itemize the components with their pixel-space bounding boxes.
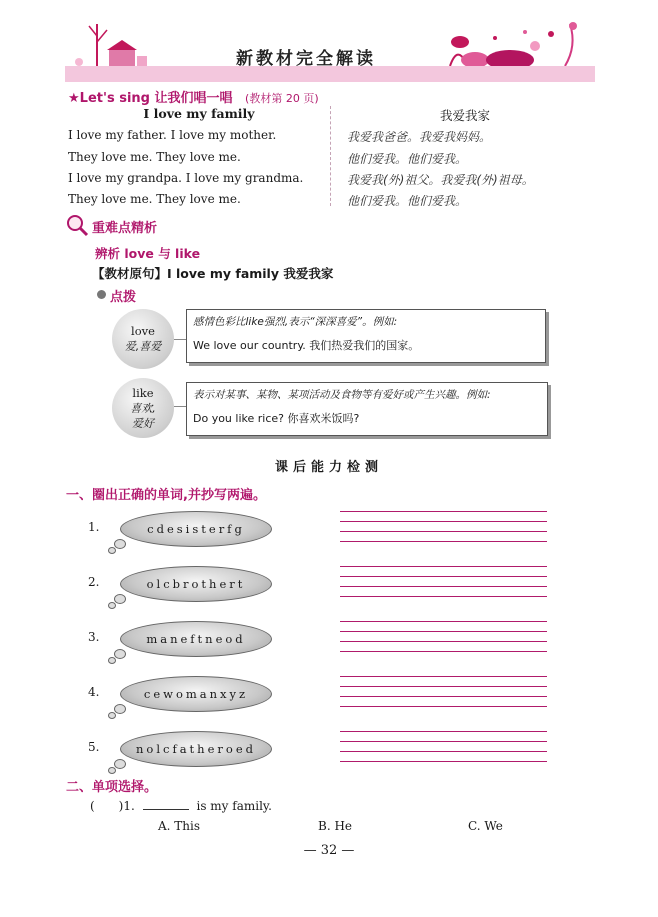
- sing-heading: [68, 87, 319, 106]
- sing-page-ref: (教材第 20 页): [245, 92, 319, 105]
- tip-bullet-icon: [97, 290, 106, 299]
- song-line-cn: 我爱我(外)祖父。我爱我(外)祖母。: [347, 173, 534, 187]
- word-love: love: [131, 324, 155, 338]
- writing-lines[interactable]: [340, 511, 547, 545]
- letter-cloud[interactable]: nolcfatheroed: [120, 731, 272, 767]
- page-number: — 32 —: [303, 843, 355, 858]
- cloud-tail: [114, 594, 126, 604]
- writing-lines[interactable]: [340, 621, 547, 655]
- cloud-tail: [108, 602, 116, 609]
- question-number: 5.: [88, 740, 100, 754]
- question-number: 4.: [88, 685, 100, 699]
- after-class-title: 课后能力检测: [274, 460, 383, 475]
- option-c[interactable]: C. We: [468, 819, 503, 833]
- writing-lines[interactable]: [340, 676, 547, 710]
- question-number: 1.: [88, 520, 100, 534]
- cloud-tail: [114, 539, 126, 549]
- song-line-en: They love me. They love me.: [68, 150, 241, 164]
- cloud-tail: [108, 657, 116, 664]
- tip-box-love: [186, 309, 546, 363]
- song-title-en: I love my family: [143, 106, 255, 121]
- cloud-tail: [114, 649, 126, 659]
- song-line-en: They love me. They love me.: [68, 192, 241, 206]
- magnifier-icon: [66, 214, 90, 238]
- mc-question-prefix: ( )1.: [90, 799, 135, 813]
- section2-heading: 二、单项选择。: [66, 780, 158, 795]
- mc-question-suffix: is my family.: [196, 799, 272, 813]
- option-a[interactable]: A. This: [158, 819, 201, 833]
- option-b[interactable]: B. He: [318, 819, 353, 833]
- song-line-cn: 我爱我爸爸。我爱我妈妈。: [347, 130, 492, 144]
- word-oval-like: [112, 378, 174, 438]
- section1-heading: 一、圈出正确的单词,并抄写两遍。: [66, 488, 266, 503]
- tip-desc-love: 感情色彩比like强烈,表示“深深喜爱”。例如:: [193, 316, 398, 328]
- cloud-tail: [114, 704, 126, 714]
- sing-heading-text: ★Let's sing 让我们唱一唱: [68, 91, 233, 106]
- meaning-like: 喜欢,: [130, 401, 156, 415]
- word-like: like: [132, 385, 154, 400]
- letter-cloud[interactable]: cewomanxyz: [120, 676, 272, 712]
- tip-example-like: Do you like rice? 你喜欢米饭吗?: [193, 412, 360, 425]
- cloud-tail: [108, 712, 116, 719]
- key-points-heading: 重难点精析: [92, 221, 158, 236]
- cloud-tail: [114, 759, 126, 769]
- letter-cloud[interactable]: olcbrothert: [120, 566, 272, 602]
- key-points-subheading: 辨析 love 与 like: [95, 246, 201, 261]
- writing-lines[interactable]: [340, 731, 547, 765]
- cloud-tail: [108, 547, 116, 554]
- song-line-en: I love my grandpa. I love my grandma.: [68, 171, 304, 185]
- question-number: 3.: [88, 630, 100, 644]
- song-line-en: I love my father. I love my mother.: [68, 128, 277, 142]
- song-title-cn: 我爱我家: [439, 108, 490, 123]
- answer-blank[interactable]: [143, 809, 189, 810]
- tip-box-like: [186, 382, 548, 436]
- mc-question-1: [90, 797, 272, 814]
- song-divider: [330, 106, 331, 206]
- tip-label: 点拨: [110, 290, 137, 305]
- tip-desc-like: 表示对某事、某物、某项活动及食物等有爱好或产生兴趣。例如:: [193, 389, 491, 401]
- header-title: 新教材完全解读: [236, 49, 376, 69]
- song-line-cn: 他们爱我。他们爱我。: [347, 194, 468, 208]
- writing-lines[interactable]: [340, 566, 547, 600]
- connector-line: [174, 339, 186, 340]
- meaning-like-2: 爱好: [132, 416, 154, 430]
- connector-line: [174, 406, 186, 407]
- cloud-tail: [108, 767, 116, 774]
- meaning-love: 爱,喜爱: [124, 340, 162, 353]
- letter-cloud[interactable]: maneftneod: [120, 621, 272, 657]
- word-oval-love: [112, 309, 174, 369]
- letter-cloud[interactable]: cdesisterfg: [120, 511, 272, 547]
- question-number: 2.: [88, 575, 100, 589]
- song-line-cn: 他们爱我。他们爱我。: [347, 152, 468, 166]
- tip-example-love: We love our country. 我们热爱我们的国家。: [193, 339, 420, 352]
- textbook-source-sentence: 【教材原句】I love my family 我爱我家: [92, 266, 334, 281]
